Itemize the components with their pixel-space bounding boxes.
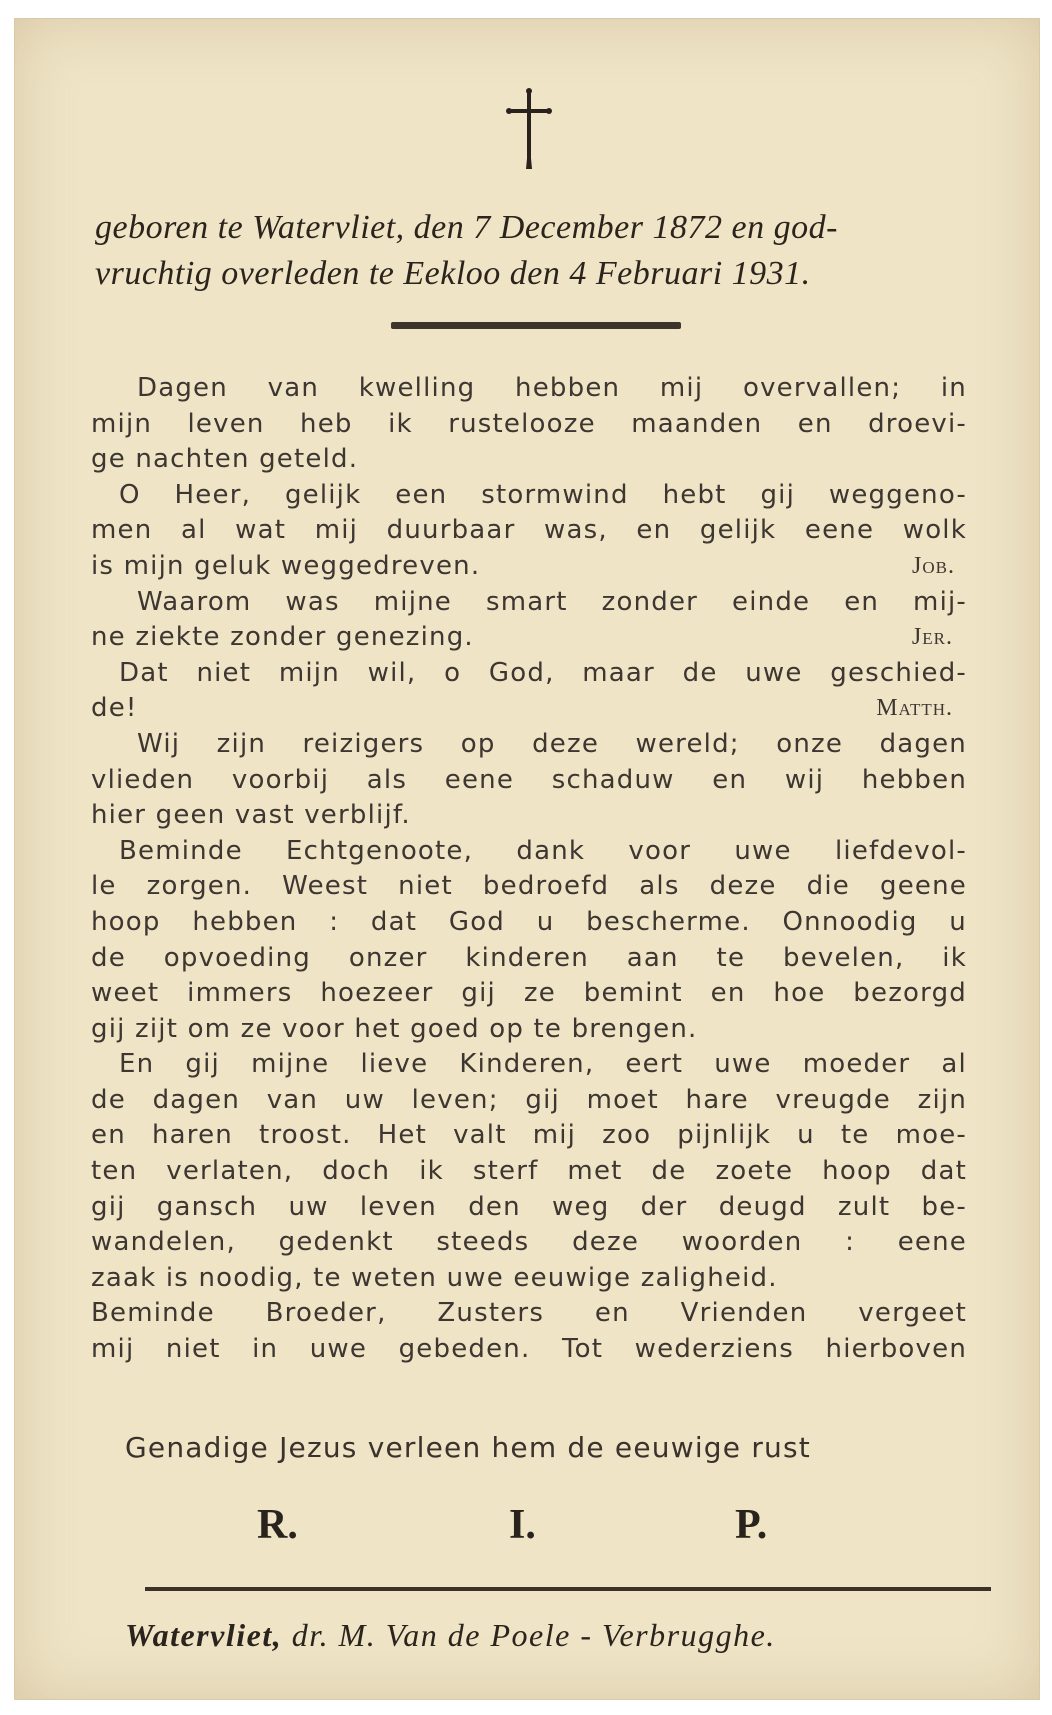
printer-name: dr. M. Van de Poele - Verbrugghe. xyxy=(282,1617,776,1653)
verse-line: En gij mijne lieve Kinderen, eert uwe moeder al xyxy=(119,1049,967,1080)
printer-town: Watervliet, xyxy=(125,1617,283,1653)
verse-line-text: zaak is noodig, te weten uwe eeuwige zaligheid. xyxy=(91,1262,778,1293)
source-jer: Jer. xyxy=(911,624,953,651)
verse-line: mijn leven heb ik rusteloozе maanden en droevi- xyxy=(91,408,967,439)
verse-line xyxy=(91,1012,967,1048)
verse-line: mij niet in uwe gebeden. Tot wederziens hierboven xyxy=(91,1334,967,1365)
source-matth: Matth. xyxy=(876,695,953,722)
verse-line: O Heer, gelijk een stormwind hebt gij weggeno- xyxy=(119,479,967,510)
verse-line: weet immers hoezeer gij ze bemint en hoe bezorgd xyxy=(91,978,967,1009)
verse-line-text: de! xyxy=(91,693,138,724)
verse-line-text: ge nachten geteld. xyxy=(91,444,359,475)
verse-line: Beminde Broeder, Zusters en Vrienden vergeet xyxy=(91,1298,967,1329)
verse-line: de dagen van uw leven; gij moet hare vreugde zijn xyxy=(91,1084,967,1115)
source-job: Job. xyxy=(912,552,955,579)
top-divider xyxy=(391,322,681,329)
verse-line: Dat niet mijn wil, o God, maar de uwe geschied- xyxy=(119,657,967,688)
verse-line: ten verlaten, doch ik sterf met de zoete hoop dat xyxy=(91,1156,967,1187)
rip-p: P. xyxy=(735,1502,768,1548)
verse-line xyxy=(91,442,967,478)
printer-imprint xyxy=(125,1617,776,1654)
bottom-divider xyxy=(145,1587,991,1591)
verse-line-text: hier geen vast verblijf. xyxy=(91,800,411,831)
verse-line-text: is mijn geluk weggedreven. xyxy=(91,550,481,581)
verse-line: de opvoeding onzer kinderen aan te bevelen, ik xyxy=(91,942,967,973)
verse-line xyxy=(91,549,967,585)
verse-line: le zorgen. Weest niet bedroefd als deze die geene xyxy=(91,871,967,902)
verse-line-text: gij zijt om ze voor het goed op te brengen. xyxy=(91,1013,698,1044)
verse-line: gij gansch uw leven den weg der deugd zult be- xyxy=(91,1191,967,1222)
death-line: vruchtig overleden te Eekloo den 4 Februari 1931. xyxy=(95,255,811,292)
verse-line: Beminde Echtgenoote, dank voor uwe liefdevol- xyxy=(119,835,967,866)
verse-line: men al wat mij duurbaar was, en gelijk eene wolk xyxy=(91,515,967,546)
verse-line: hoop hebben : dat God u bescherme. Onnoodig u xyxy=(91,906,967,937)
memorial-card xyxy=(14,18,1040,1700)
verse-line xyxy=(91,691,967,727)
verse-line: wandelen, gedenkt steeds deze woorden : eene xyxy=(91,1227,967,1258)
verses-block xyxy=(91,371,967,1368)
verse-line: Waarom was mijne smart zonder einde en mij- xyxy=(137,586,967,617)
birth-line: geboren te Watervliet, den 7 December 1872 en god- xyxy=(95,209,838,246)
verse-line xyxy=(91,798,967,834)
closing-prayer: Genadige Jezus verleen hem de eeuwige rust xyxy=(125,1431,811,1464)
rip-i: I. xyxy=(509,1502,536,1548)
verse-line-text: ne ziekte zonder genezing. xyxy=(91,622,474,653)
verse-line xyxy=(91,1261,967,1297)
verse-line: Wij zijn reizigers op deze wereld; onze dagen xyxy=(137,728,967,759)
verse-line: en haren troost. Het valt mij zoo pijnlijk u te moe- xyxy=(91,1120,967,1151)
cross-icon xyxy=(505,87,553,171)
verse-line: vlieden voorbij als eene schaduw en wij hebben xyxy=(91,764,967,795)
verse-line: Dagen van kwelling hebben mij overvallen; in xyxy=(137,373,967,403)
rip-r: R. xyxy=(257,1502,298,1548)
verse-line xyxy=(91,620,967,656)
